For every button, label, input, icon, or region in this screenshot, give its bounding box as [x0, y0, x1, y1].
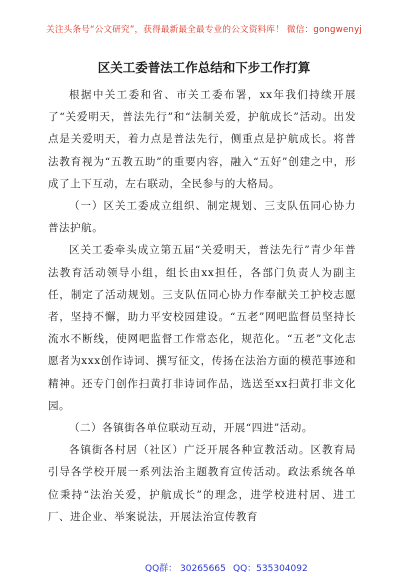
paragraph-section-1: 区关工委牵头成立第五届“关爱明天，普法先行”青少年普法教育活动领导小组，组长由xx担任，各部门负责人为副主任，制定了活动规划。三支队伍同心协力作奉献关工护校志愿者，坚持不懈，助力平安校园建设。“五老”网吧监督员坚持长流水不断线，使网吧监督工作常态化，规范化。“五老”文化志愿者为xxx创作诗词、撰写征文，传扬在法治方面的模范事迹和精神。还专门创作扫黄打非诗词作品，选送至xx扫黄打非文化园。	[48, 244, 356, 412]
document-body	[48, 84, 356, 528]
qq-contact-link[interactable]: QQ：535304092	[233, 564, 308, 574]
paragraph-section-2: 各镇街各村居（社区）广泛开展各种宣教活动。区教育局引导各学校开展一系列法治主题教育宣传活动。政法系统各单位秉持“法治关爱，护航成长”的理念，进学校进村居、进工厂、进企业、举案说法，开展法治宣传教育	[48, 444, 356, 523]
qq-group-link[interactable]: QQ群： 30265665	[145, 564, 226, 574]
section-heading-1: （一）区关工委成立组织、制定规划、三支队伍同心协力普法护航。	[48, 200, 356, 235]
paragraph-intro: 根据中关工委和省、市关工委布署，xx年我们持续开展了“关爱明天，普法先行”和“法制关爱，护航成长”活动。出发点是关爱明天，着力点是普法先行，侧重点是护航成长。将普法教育视为“五教五助”的重要内容，融入“五好”创建之中，形成了上下互动，左右联动，全民参与的大格局。	[48, 89, 356, 190]
header-note: 关注头条号“公文研究”，获得最新最全最专业的公文资料库！ 微信：gongwenyj	[46, 25, 362, 35]
section-heading-2: （二）各镇街各单位联动互动，开展“四进”活动。	[69, 422, 313, 435]
document-title: 区关工委普法工作总结和下步工作打算	[97, 60, 311, 75]
